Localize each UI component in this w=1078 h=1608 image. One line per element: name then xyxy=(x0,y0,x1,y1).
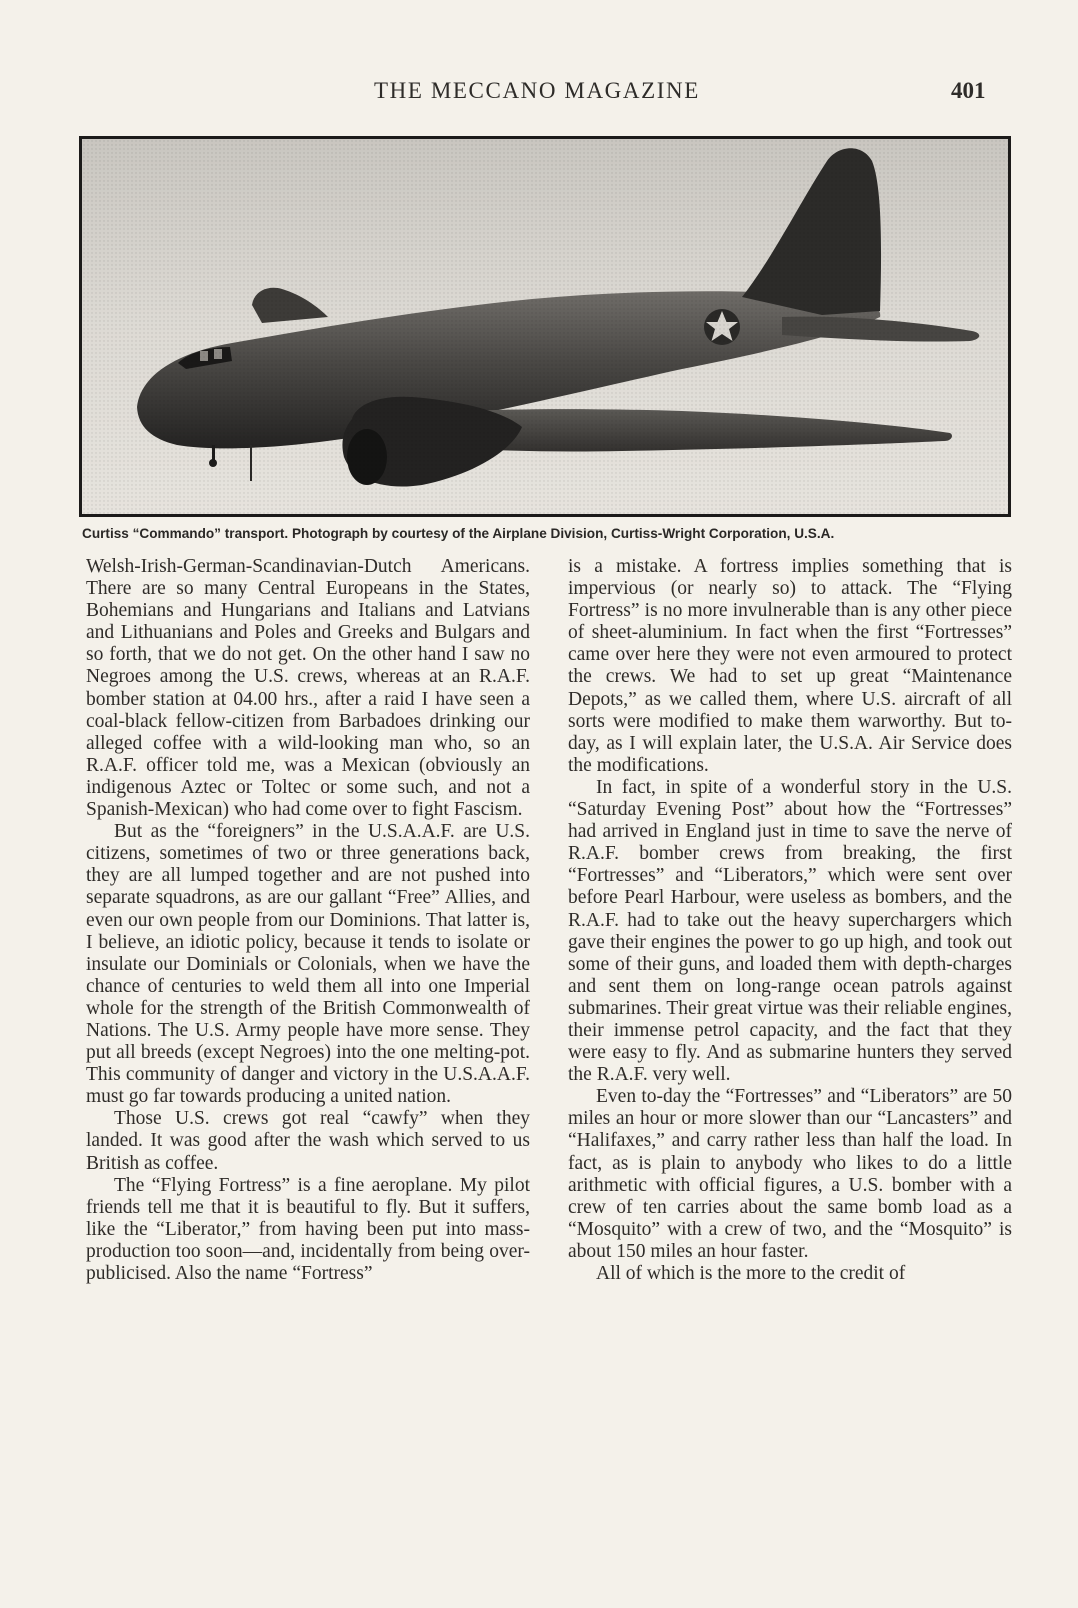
article-left-column xyxy=(86,556,530,1285)
paragraph: Those U.S. crews got real “cawfy” when they landed. It was good after the wash which served to us British as coffee. xyxy=(86,1108,530,1174)
photo-caption: Curtiss “Commando” transport. Photograph by courtesy of the Airplane Division, Curtiss-Wright Corporation, U.S.A. xyxy=(82,526,835,541)
paragraph: Even to-day the “Fortresses” and “Liberators” are 50 miles an hour or more slower than our “Lancasters” and “Halifaxes,” and carry rather less than half the load. In fact, as is plain to anybody who likes to do a little arithmetic with official figures, a U.S. bomber with a crew of ten carries about the same bomb load as a “Mosquito” with a crew of two, and the “Mosquito” is about 150 miles an hour faster. xyxy=(568,1086,1012,1262)
page-number: 401 xyxy=(951,78,986,103)
magazine-title: THE MECCANO MAGAZINE xyxy=(374,78,700,103)
aircraft-photo-drawing xyxy=(82,139,1008,514)
running-head xyxy=(0,78,1078,108)
paragraph: But as the “foreigners” in the U.S.A.A.F. are U.S. citizens, sometimes of two or three generations back, they are all lumped together and are not pushed into separate squadrons, as are our gallant “Free” Allies, and even our own people from our Dominions. That latter is, I believe, an idiotic policy, because it tends to isolate or insulate our Dominials or Colonials, when we have the chance of centuries to weld them all into one Imperial whole for the strength of the British Commonwealth of Nations. The U.S. Army people have more sense. They put all breeds (except Negroes) into the one melting-pot. This community of danger and victory in the U.S.A.A.F. must go far towards producing a united nation. xyxy=(86,821,530,1108)
paragraph: The “Flying Fortress” is a fine aeroplane. My pilot friends tell me that it is beautiful to fly. But it suffers, like the “Liberator,” from having been put into mass-production too soon—and, incidentally from being over-publicised. Also the name “Fortress” xyxy=(86,1174,530,1284)
paragraph: Welsh-Irish-German-Scandinavian-Dutch Americans. There are so many Central Europeans in the States, Bohemians and Hungarians and Italians and Latvians and Lithuanians and Poles and Greeks and Bulgars and so forth, that we do not get. On the other hand I saw no Negroes among the U.S. crews, whereas at an R.A.F. bomber station at 04.00 hrs., after a raid I have seen a coal-black fellow-citizen from Barbadoes drinking our alleged coffee with a wild-looking man who, so an R.A.F. officer told me, was a Mexican (obviously an indigenous Aztec or Toltec or some such, and not a Spanish-Mexican) who had come over to fight Fascism. xyxy=(86,556,530,821)
paragraph: is a mistake. A fortress implies something that is impervious (or nearly so) to attack. The “Flying Fortress” is no more invulnerable than is any other piece of sheet-aluminium. In fact when the first “Fortresses” came over here they were not even armoured to protect the crews. We had to set up great “Maintenance Depots,” as we called them, where U.S. aircraft of all sorts were modified to make them warworthy. But to-day, as I will explain later, the U.S.A. Air Service does the modifications. xyxy=(568,556,1012,776)
aircraft-photo xyxy=(79,136,1011,517)
paragraph: All of which is the more to the credit of xyxy=(596,1263,906,1284)
paragraph: In fact, in spite of a wonderful story in the U.S. “Saturday Evening Post” about how the “Fortresses” had arrived in England just in time to save the nerve of R.A.F. bomber crews from breaking, the first “Fortresses” and “Liberators,” which were sent over before Pearl Harbour, were useless as bombers, and the R.A.F. had to take out the heavy superchargers which gave their engines the power to go up high, and took out some of their guns, and loaded them with depth-charges and sent them on long-range ocean patrols against submarines. Their great virtue was their reliable engines, their immense petrol capacity, and the fact that they were easy to fly. And as submarine hunters they served the R.A.F. very well. xyxy=(568,776,1012,1086)
article-right-column xyxy=(568,556,1012,1285)
